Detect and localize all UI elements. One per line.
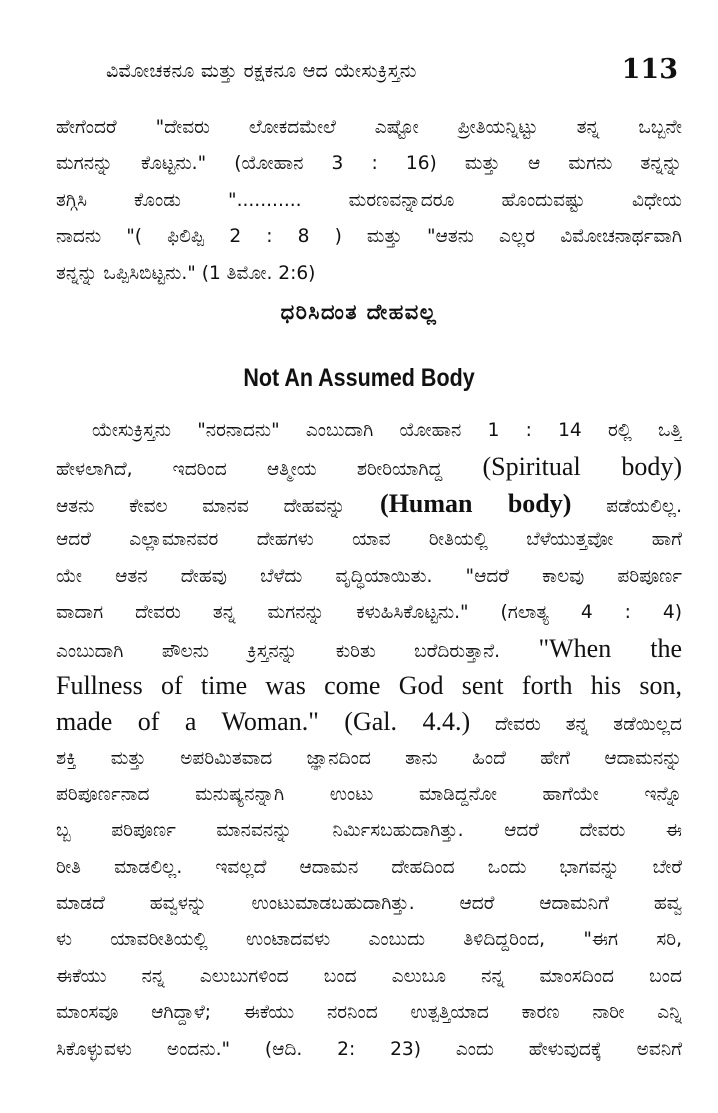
section-heading-kannada: ಧರಿಸಿದಂತ ದೇಹವಲ್ಲ [280, 300, 438, 324]
running-title: ವಿಮೋಚಕನೂ ಮತ್ತು ರಕ್ಷಕನೂ ಆದ ಯೇಸುಕ್ರಿಸ್ತನು [106, 60, 417, 82]
section-heading-english: Not An Assumed Body [243, 364, 475, 392]
text-line [56, 486, 682, 522]
english-quote: made of a Woman." (Gal. 4.4.) [56, 707, 471, 737]
text-line: ಳು ಯಾವರೀತಿಯಲ್ಲಿ ಉಂಟಾದವಳು ಎಂಬುದು ತಿಳಿದಿದ್ದರಿಂದ, "ಈಗ ಸರಿ, [56, 929, 682, 951]
text-line: ಮಾಡದೆ ಹವ್ವಳನ್ನು ಉಂಟುಮಾಡಬಹುದಾಗಿತ್ತು. ಆದರೆ ಆದಾಮನಿಗೆ ಹವ್ವ [56, 893, 682, 915]
paragraph-2 [56, 413, 682, 1068]
text-line: ಸಿಕೊಳ್ಳುವಳು ಅಂದನು." (ಆದಿ. 2: 23) ಎಂದು ಹೇಳುವುದಕ್ಕೆ ಅವನಿಗೆ [56, 1038, 682, 1060]
text-line: ಹೇಗೆಂದರೆ "ದೇವರು ಲೋಕದಮೇಲೆ ಎಷ್ಟೋ ಪ್ರೀತಿಯನ್ನಿಟ್ಟು ತನ್ನ ಒಬ್ಬನೇ [56, 117, 682, 138]
english-quote-line: Fullness of time was come God sent forth his son, [56, 670, 682, 700]
text-line: ಈಕೆಯು ನನ್ನ ಎಲುಬುಗಳಿಂದ ಬಂದ ಎಲುಬೂ ನನ್ನ ಮಾಂಸದಿಂದ ಬಂದ [56, 965, 682, 987]
text-line [56, 631, 682, 667]
text-line: ಮಗನನ್ನು ಕೊಟ್ಟನು." (ಯೋಹಾನ 3 : 16) ಮತ್ತು ಆ ಮಗನು ತನ್ನನ್ನು [56, 153, 682, 175]
text-line: ಆದರೆ ಎಲ್ಲಾಮಾನವರ ದೇಹಗಳು ಯಾವ ರೀತಿಯಲ್ಲಿ ಬೆಳೆಯುತ್ತವೋ ಹಾಗೆ [56, 529, 682, 551]
text-line: ಶಕ್ತಿ ಮತ್ತು ಅಪರಿಮಿತವಾದ ಜ್ಞಾನದಿಂದ ತಾನು ಹಿಂದೆ ಹೇಗೆ ಆದಾಮನನ್ನು [56, 747, 682, 769]
text-line: ನಾದನು "( ಫಿಲಿಪ್ಪಿ 2 : 8 ) ಮತ್ತು "ಆತನು ಎಲ್ಲರ ವಿಮೋಚನಾರ್ಥವಾಗಿ [56, 226, 682, 248]
text-line [56, 449, 682, 485]
text-line: ತಗ್ಗಿಸಿ ಕೊಂಡು "........... ಮರಣವನ್ನಾದರೂ ಹೊಂದುವಷ್ಟು ವಿಧೇಯ [56, 189, 682, 211]
english-term: (Spiritual body) [482, 452, 682, 482]
text-line: ಮಾಂಸವೂ ಆಗಿದ್ದಾಳೆ; ಈಕೆಯು ನರನಿಂದ ಉತ್ಪತ್ತಿಯಾದ ಕಾರಣ ನಾರೀ ಎನ್ನಿ [56, 1002, 682, 1024]
text-line [56, 704, 682, 740]
text-line: ಪರಿಪೂರ್ಣನಾದ ಮನುಷ್ಯನನ್ನಾಗಿ ಉಂಟು ಮಾಡಿದ್ದನೋ ಹಾಗೆಯೇ ಇನ್ನೊ [56, 783, 682, 805]
text-line: ಬ್ಬ ಪರಿಪೂರ್ಣ ಮಾನವನನ್ನು ನಿರ್ಮಿಸಬಹುದಾಗಿತ್ತು. ಆದರೆ ದೇವರು ಈ [56, 820, 682, 842]
text-span: ಆತನು ಕೇವಲ ಮಾನವ ದೇಹವನ್ನು [56, 495, 346, 517]
page-header [96, 50, 686, 90]
text-span: ಹೇಳಲಾಗಿದೆ, ಇದರಿಂದ ಆತ್ಮೀಯ ಶರೀರಿಯಾಗಿದ್ದ [56, 459, 443, 481]
text-span: ಪಡೆಯಲಿಲ್ಲ. [606, 495, 682, 517]
text-line: ರೀತಿ ಮಾಡಲಿಲ್ಲ. ಇವಲ್ಲದೆ ಆದಾಮನ ದೇಹದಿಂದ ಒಂದು ಭಾಗವನ್ನು ಬೇರೆ [56, 856, 682, 878]
text-line: ತನ್ನನ್ನು ಒಪ್ಪಿಸಿಬಿಟ್ಟನು." (1 ತಿಮೋ. 2:6) [56, 262, 316, 284]
page-number: 113 [621, 54, 678, 85]
english-term: (Human body) [380, 488, 572, 518]
text-span: ಎಂಬುದಾಗಿ ಪೌಲನು ಕ್ರಿಸ್ತನನ್ನು ಕುರಿತು ಬರೆದಿರುತ್ತಾನೆ. [56, 641, 501, 663]
text-line: ಯೇ ಆತನ ದೇಹವು ಬೆಳೆದು ವೃದ್ಧಿಯಾಯಿತು. "ಆದರೆ ಕಾಲವು ಪರಿಪೂರ್ಣ [56, 565, 682, 587]
english-quote: "When the [538, 634, 682, 664]
text-line: ವಾದಾಗ ದೇವರು ತನ್ನ ಮಗನನ್ನು ಕಳುಹಿಸಿಕೊಟ್ಟನು." (ಗಲಾತ್ಯ 4 : 4) [56, 601, 682, 623]
paragraph-1 [56, 110, 682, 292]
text-span: ದೇವರು ತನ್ನ ತಡೆಯಿಲ್ಲದ [495, 714, 682, 736]
text-line: ಯೇಸುಕ್ರಿಸ್ತನು "ನರನಾದನು" ಎಂಬುದಾಗಿ ಯೋಹಾನ 1 : 14 ರಲ್ಲಿ ಒತ್ತಿ [92, 420, 682, 441]
